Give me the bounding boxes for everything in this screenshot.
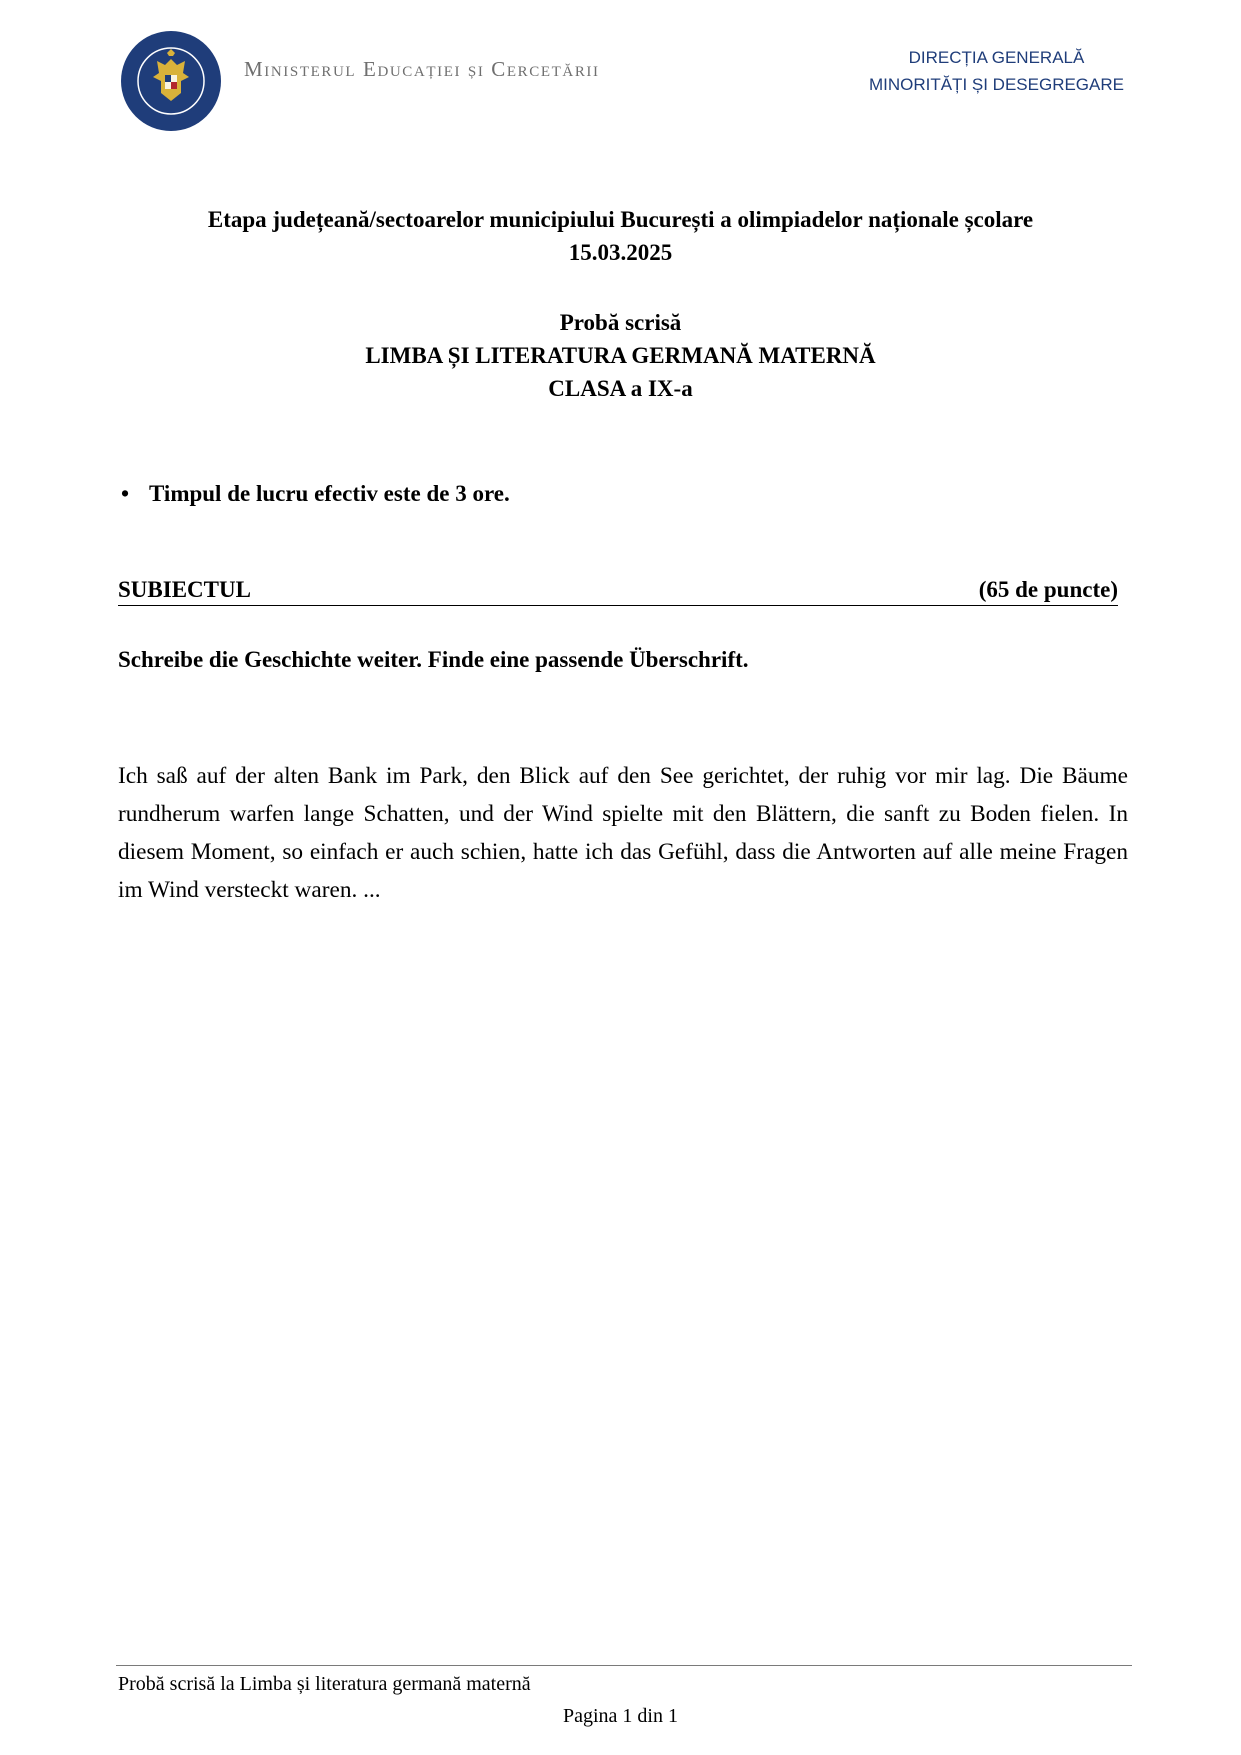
exam-stage-text: Etapa județeană/sectoarelor municipiului București a olimpiadelor naționale școlare	[207, 207, 1034, 232]
story-prompt-text: Ich saß auf der alten Bank im Park, den Blick auf den See gerichtet, der ruhig vor mir lag. Die Bäume rundherum warfen lange Schatten, und der Wind spielte mit den Blättern, die sanft zu Boden fielen. In diesem Moment, so einfach er auch schien, hatte ich das Gefühl, dass die Antworten auf alle meine Fragen im Wind versteckt waren. ...	[118, 763, 1128, 903]
government-seal-logo	[119, 29, 223, 133]
directorate-header	[869, 44, 1124, 98]
time-note-text: Timpul de lucru efectiv este de 3 ore.	[149, 481, 510, 506]
subject-label: SUBIECTUL	[118, 577, 251, 602]
footer-divider	[116, 1665, 1132, 1666]
bullet-icon: •	[121, 481, 130, 506]
subject-points: (65 de puncte)	[978, 577, 1118, 602]
grade-level: CLASA a IX-a	[548, 376, 693, 401]
ministry-name: Ministerul Educației și Cercetării	[244, 57, 600, 81]
time-note-item	[121, 477, 510, 510]
footer-exam-label: Probă scrisă la Limba și literatura germană maternă	[118, 1673, 531, 1695]
exam-title-heading	[0, 306, 1241, 405]
exam-stage-heading	[0, 203, 1241, 269]
test-type: Probă scrisă	[559, 310, 682, 335]
subject-name: LIMBA ȘI LITERATURA GERMANĂ MATERNĂ	[365, 343, 876, 368]
task-instruction: Schreibe die Geschichte weiter. Finde eine passende Überschrift.	[118, 647, 749, 672]
page-number: Pagina 1 din 1	[563, 1705, 678, 1727]
subject-heading-row	[118, 575, 1118, 606]
directorate-line-2: MINORITĂȚI ȘI DESEGREGARE	[868, 75, 1124, 94]
exam-date: 15.03.2025	[568, 240, 673, 265]
government-seal-icon	[119, 29, 223, 133]
directorate-line-1: DIRECȚIA GENERALĂ	[908, 48, 1085, 67]
